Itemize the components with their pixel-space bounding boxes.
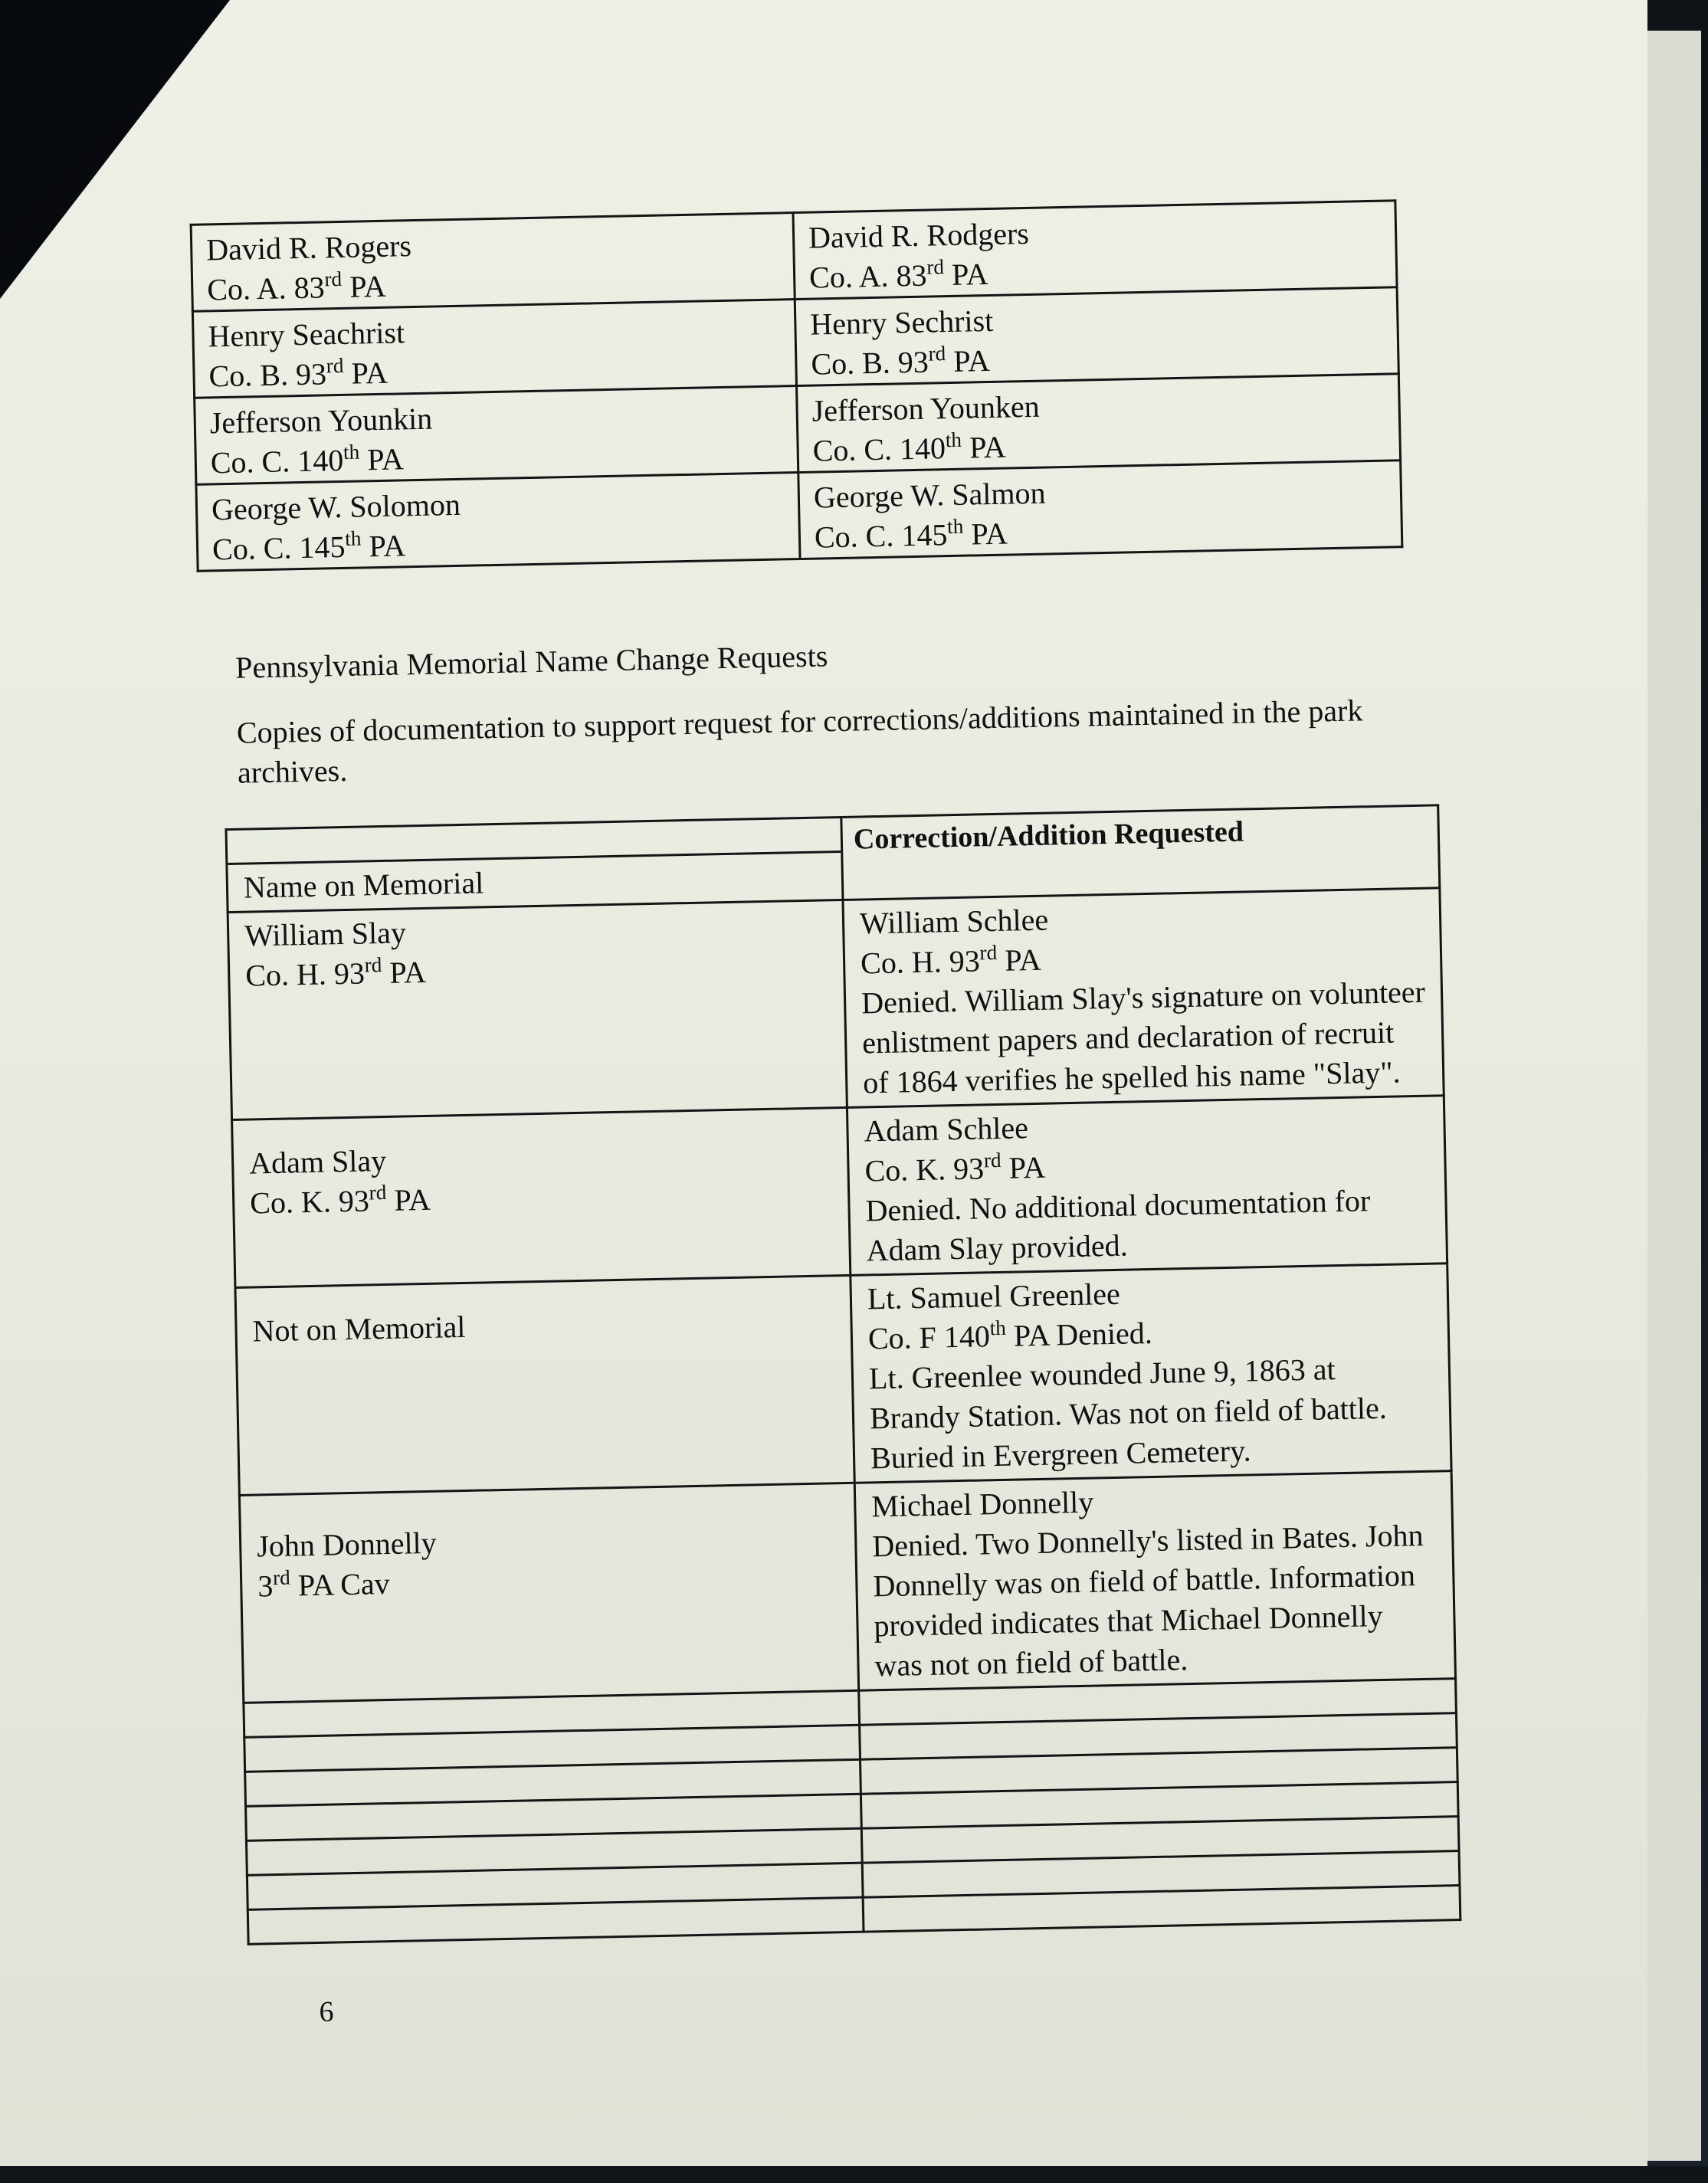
corrected-unit-ordinal: th — [945, 428, 962, 452]
requested-unit-ordinal: rd — [979, 940, 998, 965]
original-name: Henry Seachrist — [208, 315, 405, 354]
memorial-unit-ordinal: rd — [272, 1565, 291, 1590]
requested-correction-cell — [854, 1471, 1455, 1691]
corrected-name-cell — [795, 287, 1398, 386]
page-number: 6 — [319, 1995, 334, 2028]
requested-unit-text: Co. F 140 — [867, 1319, 991, 1356]
original-unit-suffix: PA — [361, 528, 406, 564]
request-decision: Denied. William Slay's signature on volunteer enlistment papers and declaration of recruit of 1864 verifies he spelled his name "Slay". — [861, 974, 1426, 1100]
corrected-unit-text: Co. A. 83 — [808, 257, 927, 295]
memorial-name: Not on Memorial — [252, 1309, 466, 1349]
memorial-unit-suffix: PA Cav — [290, 1566, 391, 1603]
original-unit-text: Co. A. 83 — [206, 270, 326, 307]
requested-correction-cell — [843, 888, 1444, 1108]
memorial-name-cell — [239, 1483, 858, 1703]
original-unit-suffix: PA — [341, 268, 387, 304]
section-paragraph: Copies of documentation to support request for corrections/additions maintained in the park archives. — [236, 693, 1363, 790]
corrected-unit-text: Co. C. 140 — [812, 431, 946, 468]
original-name-cell — [192, 300, 796, 398]
memorial-unit-text: 3 — [257, 1568, 274, 1604]
header-name-on-memorial: Name on Memorial — [227, 851, 843, 912]
original-name: Jefferson Younkin — [209, 401, 433, 441]
requests-table-body — [228, 888, 1460, 1944]
requested-correction-cell — [851, 1264, 1451, 1483]
memorial-name: William Slay — [244, 915, 407, 953]
original-unit-text: Co. B. 93 — [208, 356, 327, 394]
requested-name: Lt. Samuel Greenlee — [867, 1276, 1121, 1316]
request-decision: Denied. Two Donnelly's listed in Bates. John Donnelly was on field of battle. Information provided indicates that Michael Donnelly was not on field of battle. — [871, 1517, 1424, 1683]
original-unit-ordinal: th — [343, 440, 360, 464]
memorial-name: John Donnelly — [256, 1525, 438, 1564]
corrected-unit-suffix: PA — [962, 516, 1008, 552]
requested-unit-ordinal: th — [989, 1316, 1007, 1340]
original-unit-suffix: PA — [343, 355, 388, 391]
memorial-unit-suffix: PA — [382, 954, 427, 991]
name-change-requests-table — [225, 804, 1461, 1945]
original-name-cell — [196, 473, 800, 572]
corrected-unit-text: Co. C. 145 — [814, 517, 948, 555]
memorial-name: Adam Slay — [248, 1142, 387, 1181]
requested-correction-cell — [847, 1096, 1447, 1276]
corrected-name: Henry Sechrist — [809, 303, 994, 342]
requested-unit-suffix: PA — [996, 942, 1042, 978]
corrected-unit-suffix: PA — [961, 429, 1007, 465]
original-unit-ordinal: rd — [324, 267, 343, 291]
corrected-unit-text: Co. B. 93 — [810, 344, 929, 382]
table-row — [239, 1471, 1455, 1703]
corrected-name-cell — [793, 201, 1397, 300]
corrected-unit-ordinal: rd — [928, 342, 946, 365]
table-row — [235, 1264, 1451, 1496]
corrected-name: David R. Rodgers — [808, 215, 1030, 255]
original-name-cell — [195, 386, 798, 485]
corrected-name-cell — [796, 374, 1400, 473]
original-unit-text: Co. C. 140 — [210, 442, 344, 480]
original-unit-suffix: PA — [359, 441, 405, 477]
original-name-cell — [191, 213, 795, 312]
memorial-unit-suffix: PA — [386, 1182, 431, 1218]
request-decision: Denied. No additional documentation for Adam Slay provided. — [865, 1183, 1371, 1268]
request-decision: Lt. Greenlee wounded June 9, 1863 at Brandy Station. Was not on field of battle. Buried in Evergreen Cemetery. — [868, 1352, 1388, 1476]
requested-unit-suffix: PA — [1001, 1149, 1046, 1185]
requested-name: William Schlee — [859, 902, 1049, 941]
corrected-name: Jefferson Younken — [811, 388, 1041, 428]
original-unit-text: Co. C. 145 — [211, 529, 346, 567]
requested-name: Adam Schlee — [864, 1110, 1029, 1149]
table-row — [232, 1096, 1447, 1288]
memorial-name-cell — [228, 900, 847, 1119]
section-heading: Pennsylvania Memorial Name Change Requests — [234, 638, 828, 685]
requested-unit-ordinal: rd — [983, 1148, 1002, 1172]
original-unit-ordinal: rd — [326, 353, 344, 378]
corrected-unit-ordinal: th — [946, 514, 964, 539]
corrected-unit-suffix: PA — [943, 256, 989, 293]
name-correction-table-body — [191, 201, 1402, 571]
memorial-name-cell — [235, 1275, 854, 1495]
name-correction-table — [190, 199, 1404, 572]
corrected-name: George W. Salmon — [813, 475, 1046, 515]
memorial-unit-text: Co. H. 93 — [244, 955, 366, 993]
header-correction-requested: Correction/Addition Requested — [841, 805, 1440, 900]
original-unit-ordinal: th — [344, 526, 362, 550]
requested-unit-text: Co. K. 93 — [864, 1151, 985, 1188]
memorial-unit-ordinal: rd — [364, 953, 382, 977]
corrected-unit-ordinal: rd — [926, 255, 945, 279]
original-name: David R. Rogers — [205, 228, 412, 267]
memorial-name-cell — [232, 1107, 851, 1287]
requested-unit-text: Co. H. 93 — [860, 943, 981, 981]
corrected-name-cell — [798, 461, 1402, 559]
table-row — [228, 888, 1444, 1120]
requested-name: Michael Donnelly — [870, 1484, 1094, 1524]
memorial-unit-ordinal: rd — [369, 1181, 387, 1205]
original-name: George W. Solomon — [211, 487, 461, 527]
corrected-unit-suffix: PA — [945, 343, 991, 379]
memorial-unit-text: Co. K. 93 — [249, 1183, 370, 1221]
requested-unit-suffix: PA Denied. — [1005, 1315, 1153, 1353]
